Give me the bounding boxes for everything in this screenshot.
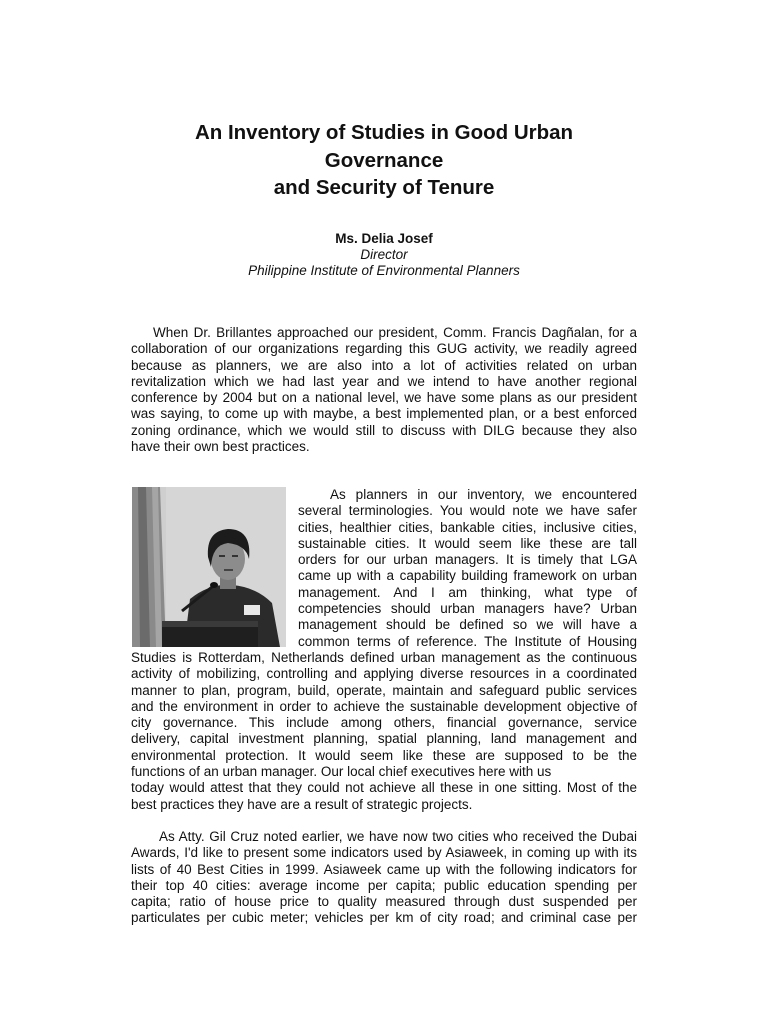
author-organization: Philippine Institute of Environmental Planners — [248, 263, 520, 278]
text-line: orders for our urban managers. It is timely that LGA — [298, 552, 637, 568]
text-line: zoning ordinance, which we would still to discuss with DILG because they also — [131, 422, 637, 438]
text-line: their top 40 cities: average income per capita; public education spending per — [131, 877, 637, 893]
text-line: conference by 2004 but on a national level, we have some plans as our president — [131, 390, 637, 406]
text-line: activity of mobilizing, controlling and applying diverse resources in a coordinated — [131, 666, 637, 682]
speaker-photo-image — [132, 487, 286, 647]
text-line: delivery, capital investment planning, spatial planning, land management and — [131, 731, 637, 747]
author-role: Director — [360, 247, 408, 262]
paragraph-2-beside-photo — [298, 487, 637, 650]
paragraph-1 — [131, 325, 637, 455]
title-line: Governance — [324, 148, 444, 172]
text-line: When Dr. Brillantes approached our president, Comm. Francis Dagñalan, for a — [153, 325, 637, 340]
text-line: As Atty. Gil Cruz noted earlier, we have now two cities who received the Dubai — [159, 829, 637, 844]
text-line: today would attest that they could not achieve all these in one sitting. Most of the — [131, 780, 637, 796]
text-line: sustainable cities. It would seem like these are tall — [298, 535, 637, 551]
text-line: capita; ratio of house price to quality measured through dust suspended per — [131, 894, 637, 910]
speaker-photo — [132, 487, 286, 647]
text-line: particulates per cubic meter; vehicles per km of city road; and criminal case per — [131, 910, 637, 926]
text-line: because as planners, we are also into a lot of activities related on urban — [131, 357, 637, 373]
text-line: collaboration of our organizations regarding this GUG activity, we readily agreed — [131, 341, 637, 357]
text-line: best practices they have are a result of strategic projects. — [131, 796, 473, 812]
text-line: manner to plan, program, build, operate, maintain and safeguard public services — [131, 682, 637, 698]
text-line: came up with a capability building framework on urban — [298, 568, 637, 584]
text-line: environmental protection. It would seem like these are supposed to be the — [131, 747, 637, 763]
paragraph-2-full-width — [131, 650, 637, 813]
paragraph-3 — [131, 829, 637, 927]
text-line: common terms of reference. The Institute of Housing — [298, 633, 637, 649]
text-line: As planners in our inventory, we encountered — [330, 487, 637, 502]
text-line: have their own best practices. — [131, 439, 310, 455]
text-line: city governance. This include among others, financial governance, service — [131, 715, 637, 731]
title-line: An Inventory of Studies in Good Urban — [194, 121, 574, 144]
text-line: functions of an urban manager. Our local chief executives here with us — [131, 764, 552, 780]
text-line: management. And I am thinking, what type of — [298, 584, 637, 600]
text-line: and the environment in order to achieve the sustainable development objective of — [131, 698, 637, 714]
text-line: management should be defined so we will have a — [298, 617, 637, 633]
text-line: revitalization which we had last year and we intend to have another regional — [131, 373, 637, 389]
author-name: Ms. Delia Josef — [335, 231, 433, 246]
text-line: Awards, I'd like to present some indicators used by Asiaweek, in coming up with its — [131, 845, 637, 861]
text-line: several terminologies. You would note we have safer — [298, 503, 637, 519]
text-line: Studies is Rotterdam, Netherlands defined urban management as the continuous — [131, 650, 637, 665]
text-line: lists of 40 Best Cities in 1999. Asiaweek came up with the following indicators for — [131, 861, 637, 877]
document-title — [100, 119, 668, 202]
title-line: and Security of Tenure — [273, 176, 495, 199]
text-line: cities, healthier cities, bankable cities, inclusive cities, — [298, 519, 637, 535]
text-line: competencies should urban managers have? Urban — [298, 601, 637, 617]
text-line: was saying, to come up with maybe, a best implemented plan, or a best enforced — [131, 406, 637, 422]
